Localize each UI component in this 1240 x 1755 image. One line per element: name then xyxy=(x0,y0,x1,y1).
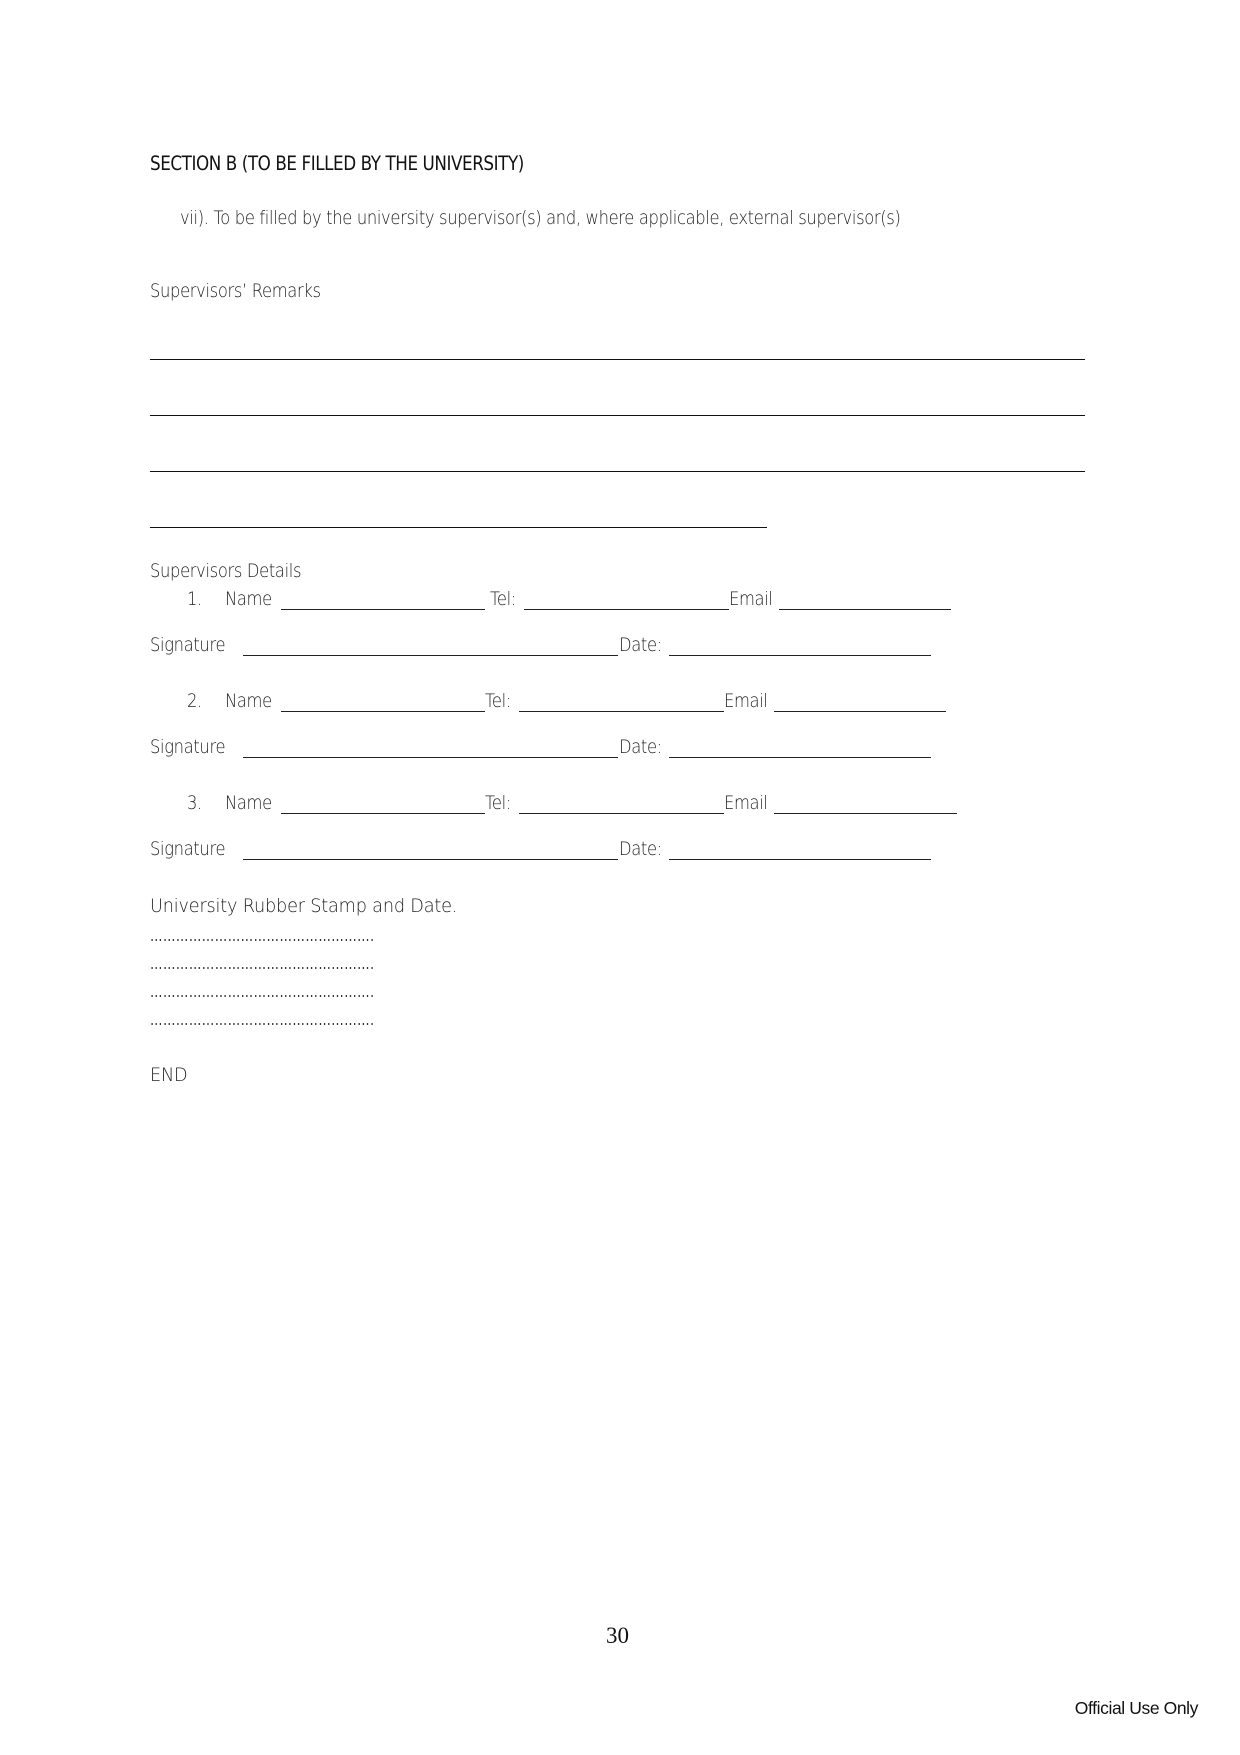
supervisor-1-number: 1. xyxy=(187,588,202,610)
supervisor-3-date-label: Date: xyxy=(619,838,662,860)
supervisor-1-email-field[interactable] xyxy=(779,609,951,610)
supervisor-3-name-field[interactable] xyxy=(281,813,485,814)
supervisor-1-tel-label: Tel: xyxy=(490,588,516,610)
supervisor-2-tel-label: Tel: xyxy=(485,690,511,712)
remarks-line-2[interactable] xyxy=(150,415,1085,416)
supervisor-3-signature-row xyxy=(0,838,1240,864)
remarks-line-4[interactable] xyxy=(150,527,767,528)
supervisor-2-signature-row xyxy=(0,736,1240,762)
stamp-dot-line-4[interactable]: ……………………………………………. xyxy=(150,1010,375,1029)
supervisor-1-date-field[interactable] xyxy=(669,655,931,656)
stamp-label: University Rubber Stamp and Date. xyxy=(150,895,458,917)
supervisors-details-label: Supervisors Details xyxy=(150,560,302,582)
remarks-line-1[interactable] xyxy=(150,359,1085,360)
supervisor-3-row xyxy=(0,792,1240,818)
page-number: 30 xyxy=(606,1623,629,1648)
supervisor-2-email-field[interactable] xyxy=(774,711,946,712)
supervisor-1-date-label: Date: xyxy=(619,634,662,656)
supervisor-1-tel-field[interactable] xyxy=(524,609,729,610)
supervisor-3-tel-field[interactable] xyxy=(519,813,724,814)
supervisor-3-signature-label: Signature xyxy=(150,838,226,860)
supervisor-3-signature-field[interactable] xyxy=(243,859,618,860)
supervisor-2-date-label: Date: xyxy=(619,736,662,758)
stamp-dot-line-2[interactable]: ……………………………………………. xyxy=(150,954,375,973)
section-instruction: vii). To be filled by the university supervisor(s) and, where applicable, external supervisor(s) xyxy=(180,207,901,229)
supervisor-2-signature-field[interactable] xyxy=(243,757,618,758)
end-label: END xyxy=(150,1064,188,1086)
supervisor-2-row xyxy=(0,690,1240,716)
stamp-dot-line-3[interactable]: ……………………………………………. xyxy=(150,982,375,1001)
footer-classification: Official Use Only xyxy=(1074,1698,1198,1718)
supervisor-3-email-field[interactable] xyxy=(774,813,957,814)
supervisor-3-email-label: Email xyxy=(724,792,768,814)
supervisor-1-name-field[interactable] xyxy=(281,609,485,610)
supervisor-1-signature-row xyxy=(0,634,1240,660)
supervisor-2-tel-field[interactable] xyxy=(519,711,724,712)
supervisor-1-row xyxy=(0,588,1240,614)
supervisor-2-date-field[interactable] xyxy=(669,757,931,758)
section-heading: SECTION B (TO BE FILLED BY THE UNIVERSITY) xyxy=(150,152,524,175)
supervisor-3-date-field[interactable] xyxy=(669,859,931,860)
supervisor-1-signature-label: Signature xyxy=(150,634,226,656)
supervisor-2-name-label: Name xyxy=(225,690,272,712)
remarks-line-3[interactable] xyxy=(150,471,1085,472)
stamp-dot-line-1[interactable]: ……………………………………………. xyxy=(150,926,375,945)
supervisor-2-name-field[interactable] xyxy=(281,711,485,712)
supervisor-2-number: 2. xyxy=(187,690,202,712)
supervisor-1-signature-field[interactable] xyxy=(243,655,618,656)
supervisor-3-number: 3. xyxy=(187,792,202,814)
supervisor-3-name-label: Name xyxy=(225,792,272,814)
supervisor-1-name-label: Name xyxy=(225,588,272,610)
remarks-label: Supervisors’ Remarks xyxy=(150,280,321,302)
supervisor-2-email-label: Email xyxy=(724,690,768,712)
supervisor-2-signature-label: Signature xyxy=(150,736,226,758)
supervisor-1-email-label: Email xyxy=(729,588,773,610)
supervisor-3-tel-label: Tel: xyxy=(485,792,511,814)
